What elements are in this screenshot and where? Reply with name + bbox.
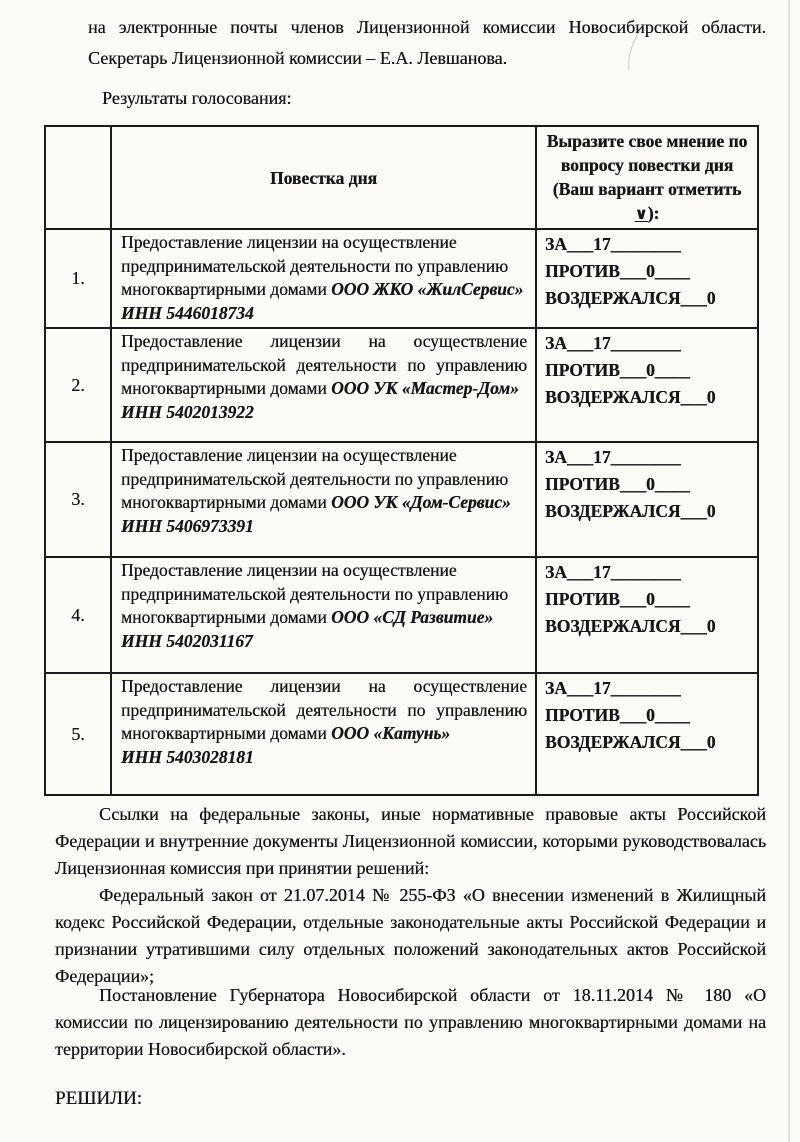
organization-inn: ИНН 5406973391 <box>121 515 254 536</box>
agenda-description: Предоставление лицензии на осуществление предпринимательской деятельности по управлению многоквартирными домами <box>121 331 527 398</box>
agenda-cell <box>111 442 536 557</box>
vote-line: ЗА___17________ <box>545 562 681 582</box>
voting-table-body <box>45 229 758 795</box>
organization-name: ООО УК «Мастер-Дом» <box>331 378 519 398</box>
vote-line: ЗА___17________ <box>545 234 681 254</box>
organization-name: ООО УК «Дом-Сервис» <box>331 492 511 512</box>
table-row <box>45 442 758 557</box>
agenda-description: Предоставление лицензии на осуществление предпринимательской деятельности по управлению многоквартирными домами <box>121 560 509 627</box>
vote-cell <box>536 229 758 328</box>
results-heading: Результаты голосования: <box>102 88 292 108</box>
agenda-text <box>121 559 527 653</box>
agenda-description: Предоставление лицензии на осуществление предпринимательской деятельности по управлению многоквартирными домами <box>121 676 527 743</box>
voting-table <box>44 125 759 796</box>
table-row <box>45 673 758 795</box>
vote-line: ПРОТИВ___0____ <box>545 261 690 281</box>
agenda-text <box>121 231 527 325</box>
row-number: 5. <box>45 673 111 795</box>
organization-inn: ИНН 5402013922 <box>121 401 254 422</box>
vote-line: ПРОТИВ___0____ <box>545 360 690 380</box>
agenda-cell <box>111 557 536 673</box>
vote-line: ЗА___17________ <box>545 447 681 467</box>
vote-cell <box>536 673 758 795</box>
vote-line: ЗА___17________ <box>545 678 681 698</box>
vote-mark-glyph: ∨ <box>634 204 648 223</box>
vote-line: ЗА___17________ <box>545 333 681 353</box>
organization-name: ООО ЖКО «ЖилСервис» ИНН 5446018734 <box>121 279 524 323</box>
organization-inn: ИНН 5402031167 <box>121 630 253 651</box>
resolved-heading: РЕШИЛИ: <box>55 1088 142 1109</box>
vote-cell <box>536 442 758 557</box>
agenda-description: Предоставление лицензии на осуществление предпринимательской деятельности по управлению многоквартирными домами <box>121 232 509 299</box>
vote-line: ВОЗДЕРЖАЛСЯ___0 <box>545 501 716 521</box>
organization-name: ООО «Катунь» <box>331 723 451 743</box>
federal-law-paragraph: Федеральный закон от 21.07.2014 № 255-ФЗ «О внесении изменений в Жилищный кодекс Российской Федерации, отдельные законодательные акты Российской Федерации и признании утратившими силу отдельных положений законодательных актов Российской Федерации»; <box>55 885 766 986</box>
agenda-cell <box>111 328 536 442</box>
vote-line: ВОЗДЕРЖАЛСЯ___0 <box>545 616 716 636</box>
header-vote-cell <box>536 126 758 229</box>
agenda-text <box>121 444 527 538</box>
table-row <box>45 229 758 328</box>
table-header-row <box>45 126 758 229</box>
table-row <box>45 328 758 442</box>
intro-paragraph: на электронные почты членов Лицензионной комиссии Новосибирской области. Секретарь Лицензионной комиссии – Е.А. Левшанова. <box>88 17 766 68</box>
agenda-text <box>121 675 527 769</box>
vote-line: ПРОТИВ___0____ <box>545 474 690 494</box>
organization-name: ООО «СД Развитие» <box>331 607 494 627</box>
agenda-description: Предоставление лицензии на осуществление предпринимательской деятельности по управлению многоквартирными домами <box>121 445 509 512</box>
vote-line: ПРОТИВ___0____ <box>545 705 690 725</box>
vote-cell <box>536 328 758 442</box>
vote-line: ВОЗДЕРЖАЛСЯ___0 <box>545 288 716 308</box>
vote-line: ПРОТИВ___0____ <box>545 589 690 609</box>
agenda-cell <box>111 673 536 795</box>
row-number: 3. <box>45 442 111 557</box>
row-number: 1. <box>45 229 111 328</box>
vote-header-text: Выразите свое мнение по вопросу повестки дня (Ваш вариант отметить <box>546 131 748 199</box>
governor-decree-paragraph: Постановление Губернатора Новосибирской области от 18.11.2014 № 180 «О комиссии по лицензированию деятельности по управлению многоквартирными домами на территории Новосибирской области». <box>55 985 766 1059</box>
vote-line: ВОЗДЕРЖАЛСЯ___0 <box>545 387 716 407</box>
references-intro-paragraph: Ссылки на федеральные законы, иные нормативные правовые акты Российской Федерации и внутренние документы Лицензионной комиссии, которыми руководствовалась Лицензионная комиссия при принятии решений: <box>55 804 766 878</box>
agenda-text <box>121 330 527 424</box>
row-number: 2. <box>45 328 111 442</box>
agenda-cell <box>111 229 536 328</box>
organization-inn: ИНН 5403028181 <box>121 746 254 767</box>
row-number: 4. <box>45 557 111 673</box>
vote-cell <box>536 557 758 673</box>
vote-header-colon: ): <box>647 203 660 223</box>
header-agenda-cell: Повестка дня <box>111 126 536 229</box>
scan-edge-artifact <box>788 0 790 1142</box>
table-row <box>45 557 758 673</box>
header-number-cell <box>45 126 111 229</box>
vote-line: ВОЗДЕРЖАЛСЯ___0 <box>545 732 716 752</box>
